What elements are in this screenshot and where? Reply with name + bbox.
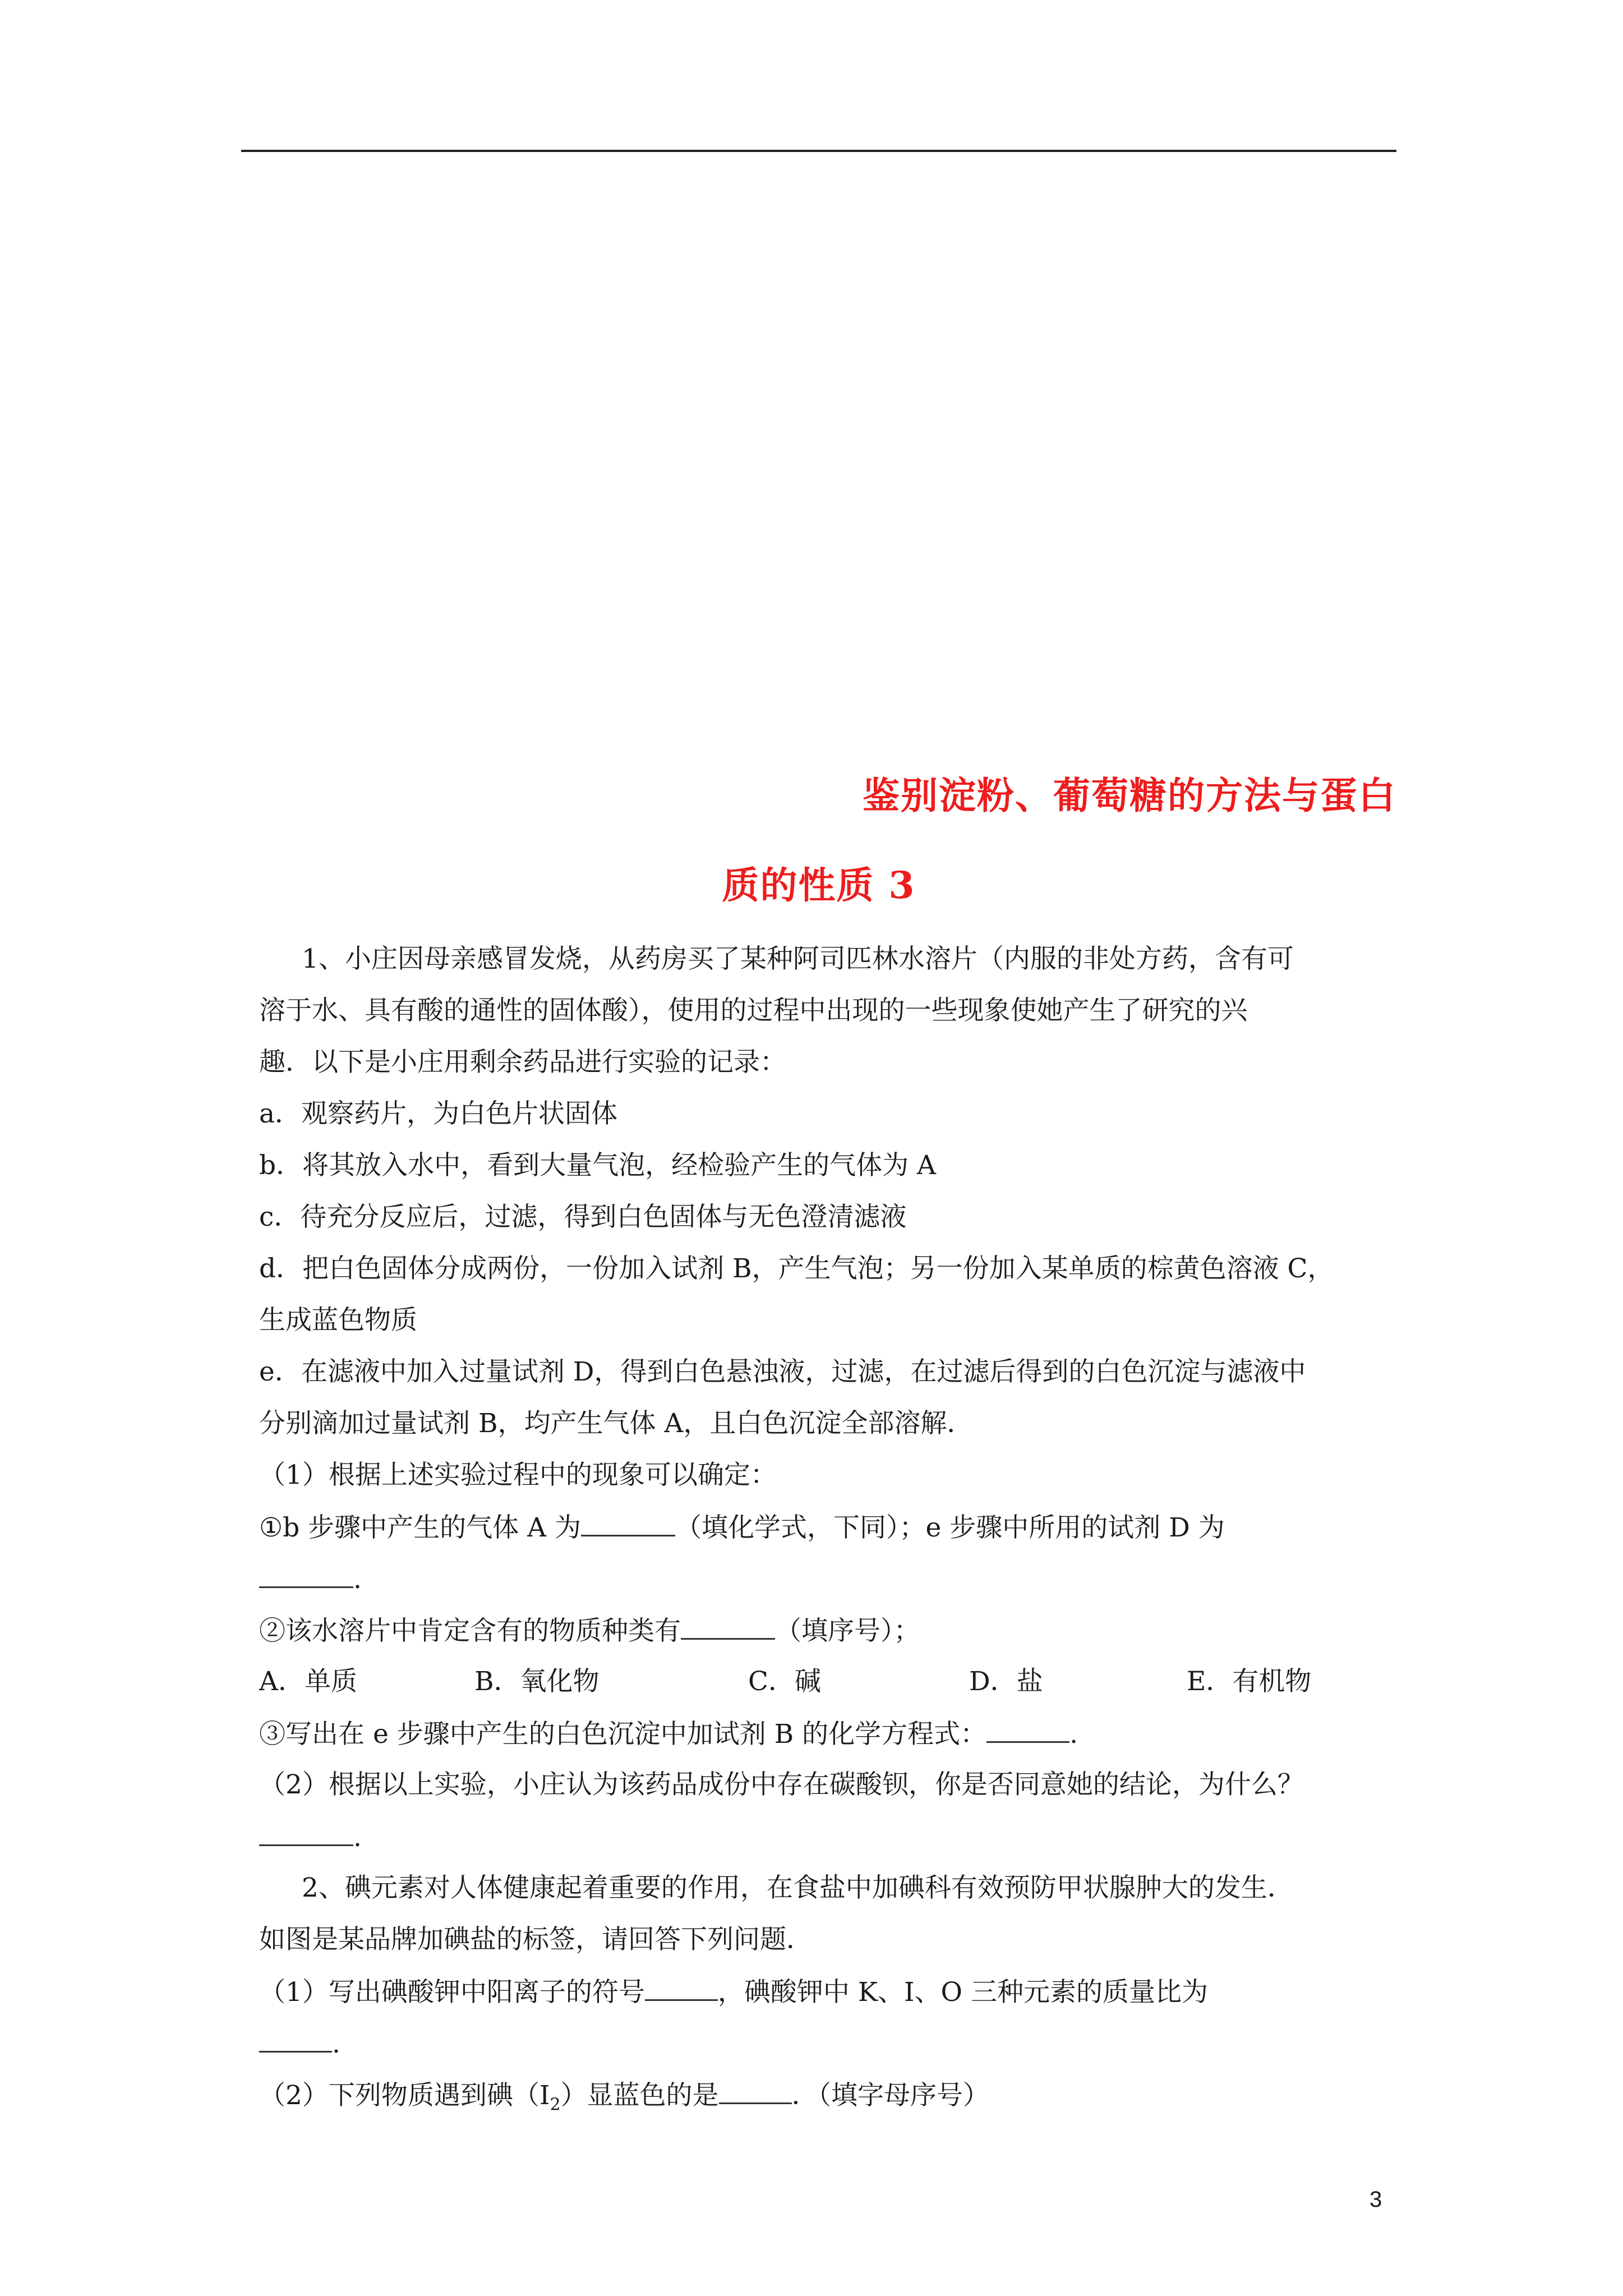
answer-blank-substance-types[interactable]	[681, 1613, 775, 1640]
q1-part-2-end: .	[353, 1822, 362, 1853]
q1-intro-line-3: 趣．以下是小庄用剩余药品进行实验的记录：	[259, 1047, 786, 1078]
option-b: B．氧化物	[474, 1666, 600, 1697]
q1-sub-question-1	[259, 1510, 1398, 1545]
q1-step-d-line-2: 生成蓝色物质	[259, 1305, 417, 1336]
q2-part-1-end: .	[332, 2028, 340, 2059]
q1-step-b: b．将其放入水中，看到大量气泡，经检验产生的气体为 A	[259, 1150, 936, 1181]
title-line-2: 质的性质 3	[722, 863, 916, 907]
q1-part-2: （2）根据以上实验，小庄认为该药品成份中存在碳酸钡，你是否同意她的结论，为什么？	[259, 1769, 1304, 1800]
q2-intro-line-1: 2、碘元素对人体健康起着重要的作用，在食盐中加碘科有效预防甲状腺肿大的发生．	[302, 1872, 1294, 1903]
q2-part-2	[259, 2078, 1398, 2122]
option-d: D．盐	[969, 1666, 1043, 1697]
q1-sub-2-text-b: （填序号）；	[775, 1616, 920, 1646]
q2-part-2-text-c: ．（填字母序号）	[791, 2080, 990, 2111]
q1-step-e-line-1: e．在滤液中加入过量试剂 D，得到白色悬浊液，过滤，在过滤后得到的白色沉淀与滤液中	[259, 1356, 1306, 1387]
q1-intro-line-1: 1、小庄因母亲感冒发烧，从药房买了某种阿司匹林水溶片（内服的非处方药，含有可	[302, 944, 1294, 974]
iodine-subscript: 2	[550, 2095, 561, 2115]
q1-sub-question-1-continued	[259, 1562, 1398, 1596]
answer-blank-cation-symbol[interactable]	[645, 1975, 718, 2001]
q1-part-1: （1）根据上述实验过程中的现象可以确定：	[259, 1460, 777, 1490]
title-line-1: 鉴别淀粉、葡萄糖的方法与蛋白	[863, 774, 1396, 817]
q1-sub-3-text: ③写出在 e 步骤中产生的白色沉淀中加试剂 B 的化学方程式：	[259, 1719, 987, 1750]
q1-sub-1-text-a: ①b 步骤中产生的气体 A 为	[259, 1512, 581, 1543]
q1-sub-3-end: .	[1069, 1719, 1078, 1750]
q2-part-1	[259, 1975, 1398, 2009]
answer-blank-reagent-d[interactable]	[259, 1562, 353, 1588]
q2-intro-line-2: 如图是某品牌加碘盐的标签，请回答下列问题．	[259, 1924, 813, 1955]
answer-blank-gas-a[interactable]	[581, 1510, 675, 1536]
answer-blank-equation[interactable]	[986, 1717, 1069, 1743]
q1-part-2-answer	[259, 1820, 1398, 1855]
answer-blank-blue-substance[interactable]	[719, 2078, 792, 2104]
q1-sub-1-text-b: （填化学式，下同）；e 步骤中所用的试剂 D 为	[675, 1512, 1225, 1543]
option-a: A．单质	[259, 1666, 357, 1697]
option-c: C．碱	[748, 1666, 821, 1697]
option-e: E．有机物	[1187, 1666, 1312, 1697]
q1-step-d-line-1: d．把白色固体分成两份，一份加入试剂 B，产生气泡；另一份加入某单质的棕黄色溶液 C，	[259, 1253, 1334, 1284]
q1-sub-2-text-a: ②该水溶片中肯定含有的物质种类有	[259, 1616, 681, 1646]
header-rule	[241, 150, 1396, 152]
q2-part-1-text-b: ，碘酸钾中 K、I、O 三种元素的质量比为	[717, 1977, 1208, 2008]
q1-step-e-line-2: 分别滴加过量试剂 B，均产生气体 A，且白色沉淀全部溶解．	[259, 1408, 974, 1439]
q1-step-c: c．待充分反应后，过滤，得到白色固体与无色澄清滤液	[259, 1202, 907, 1232]
q2-part-2-text-a: （2）下列物质遇到碘（I	[259, 2080, 550, 2111]
q2-part-1-text-a: （1）写出碘酸钾中阳离子的符号	[259, 1977, 645, 2008]
answer-blank-barium-carbonate[interactable]	[259, 1820, 353, 1846]
q1-sub-1-end: .	[353, 1564, 362, 1595]
q2-part-1-answer	[259, 2026, 1398, 2061]
q1-step-a: a．观察药片，为白色片状固体	[259, 1098, 618, 1129]
q1-sub-question-2	[259, 1613, 1398, 1648]
answer-blank-mass-ratio[interactable]	[259, 2026, 332, 2053]
q1-sub-question-3	[259, 1717, 1398, 1751]
q1-intro-line-2: 溶于水、具有酸的通性的固体酸），使用的过程中出现的一些现象使她产生了研究的兴	[259, 995, 1248, 1026]
q2-part-2-text-b: ）显蓝色的是	[560, 2080, 719, 2111]
page-number: 3	[1370, 2187, 1382, 2212]
